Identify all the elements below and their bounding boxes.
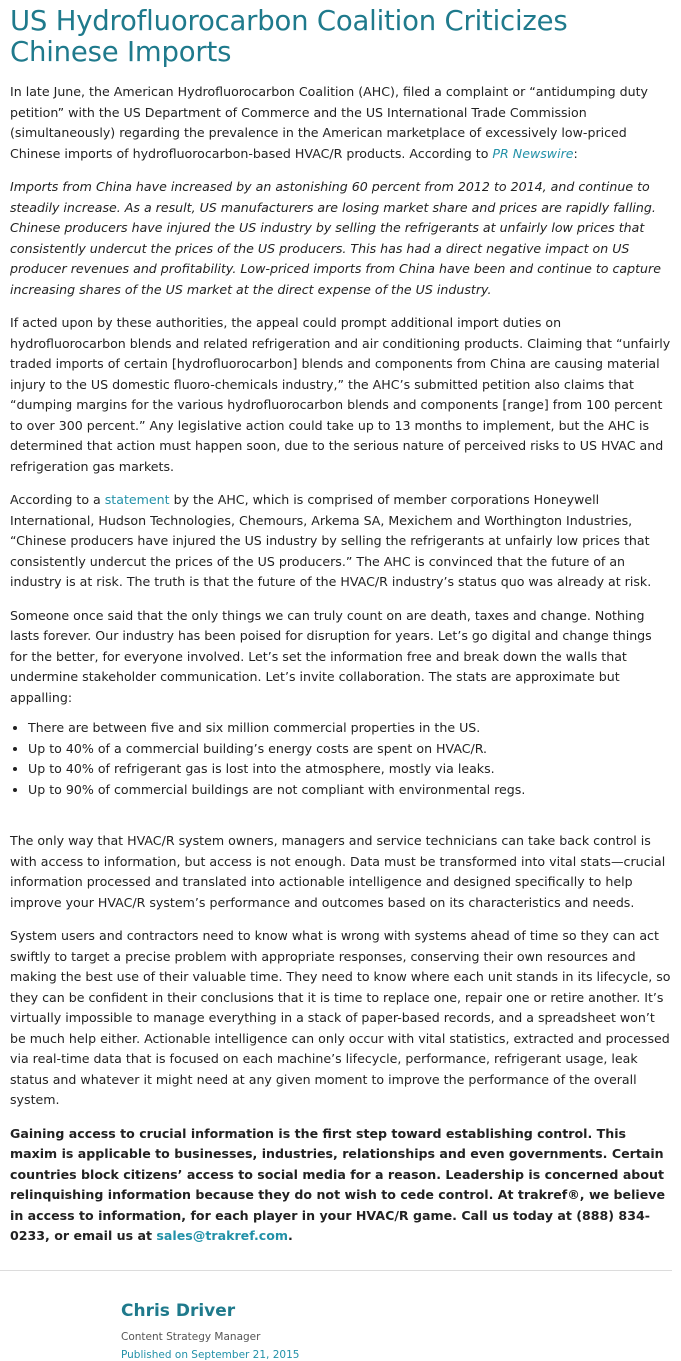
author-block bbox=[0, 1271, 681, 1361]
control-paragraph: The only way that HVAC/R system owners, managers and service technicians can take back control is with access to information, but access is not enough. Data must be transformed into vital stats—crucial information processed and translated into actionable intelligence and designed specifically to help improve your HVAC/R system’s performance and outcomes based on its characteristics and needs. bbox=[10, 833, 666, 910]
disruption-paragraph: Someone once said that the only things we can truly count on are death, taxes and change. Nothing lasts forever. Our industry has been poised for disruption for years. Let’s go digital and change things for the better, for everyone involved. Let’s set the information free and break down the walls that undermine stakeholder communication. Let’s invite collaboration. The stats are approximate but appalling: bbox=[10, 607, 652, 705]
list-item: • There are between five and six million commercial properties in the US. bbox=[28, 718, 671, 739]
cta-period: . bbox=[288, 1228, 293, 1243]
list-item: • Up to 40% of refrigerant gas is lost into the atmosphere, mostly via leaks. bbox=[28, 759, 671, 780]
lifecycle-paragraph: System users and contractors need to know what is wrong with systems ahead of time so they can act swiftly to target a precise problem with appropriate responses, conserving their own resources and making the best use of their valuable time. They need to know where each unit stands in its lifecycle, so they can be confident in their conclusions that it is time to replace one, repair one or retire another. It’s virtually impossible to manage everything in a stack of paper-based records, and a spreadsheet won’t be much help either. Actionable intelligence can only occur with vital statistics, extracted and processed via real-time data that is focused on each machine’s lifecycle, performance, refrigerant usage, leak status and whatever it might need at any given moment to improve the performance of the overall system. bbox=[10, 928, 671, 1107]
intro-colon: : bbox=[573, 145, 578, 161]
cta-text: Gaining access to crucial information is the first step toward establishing control. This maxim is applicable to businesses, industries, relationships and even governments. Certain countries block citizens’ access to social media for a reason. Leadership is concerned about relinquishing information because they do not wish to cede control. At trakref®, we believe in access to information, for each player in your HVAC/R game. Call us today at (888) 834-0233, or email us at bbox=[10, 1125, 666, 1243]
article-title: US Hydrofluorocarbon Coalition Criticizes Chinese Imports bbox=[10, 5, 568, 68]
pr-newswire-link[interactable]: PR Newswire bbox=[492, 145, 574, 161]
list-spacer bbox=[10, 800, 671, 831]
author-role: Content Strategy Manager bbox=[121, 1330, 261, 1343]
stats-list bbox=[10, 718, 671, 800]
petition-paragraph: If acted upon by these authorities, the appeal could prompt additional import duties on hydrofluorocarbon blends and related refrigeration and air conditioning products. Claiming that “unfairly traded imports of certain [hydrofluorocarbon] blends and components from China are causing material injury to the US domestic fluoro-chemicals industry,” the AHC’s submitted petition also claims that “dumping margins for the various hydrofluorocarbon blends and components [range] from 100 percent to over 300 percent.” Any legislative action could take up to 13 months to implement, but the AHC is determined that action must happen soon, due to the serious nature of perceived risks to US HVAC and refrigeration gas markets. bbox=[10, 315, 671, 474]
cta-paragraph bbox=[10, 1124, 671, 1247]
statement-text-before: According to a bbox=[10, 492, 105, 507]
statement-text-after: by the AHC, which is comprised of member corporations Honeywell International, Hudson Technologies, Chemours, Arkema SA, Mexichem and Worthington Industries, “Chinese producers have injured the US industry by selling the refrigerants at unfairly low prices that consistently undercut the prices of the US producers.” The AHC is convinced that the future of an industry is at risk. The truth is that the future of the HVAC/R industry’s status quo was already at risk. bbox=[10, 492, 652, 589]
intro-paragraph bbox=[10, 82, 671, 164]
author-name[interactable]: Chris Driver bbox=[121, 1300, 236, 1321]
list-item: • Up to 40% of a commercial building’s energy costs are spent on HVAC/R. bbox=[28, 739, 671, 760]
quoted-block: Imports from China have increased by an astonishing 60 percent from 2012 to 2014, and continue to steadily increase. As a result, US manufacturers are losing market share and prices are rapidly falling. Chinese producers have injured the US industry by selling the refrigerants at unfairly low prices that consistently undercut the prices of the US producers. This has had a direct negative impact on US producer revenues and profitability. Low-priced imports from China have been and continue to capture increasing shares of the US market at the direct expense of the US industry. bbox=[10, 179, 661, 297]
list-item: • Up to 90% of commercial buildings are not compliant with environmental regs. bbox=[28, 780, 671, 801]
statement-paragraph bbox=[10, 490, 671, 593]
published-date: Published on September 21, 2015 bbox=[121, 1348, 300, 1361]
statement-link[interactable]: statement bbox=[104, 492, 170, 507]
sales-email-link[interactable]: sales@trakref.com bbox=[156, 1228, 289, 1243]
intro-text: In late June, the American Hydrofluorocarbon Coalition (AHC), filed a complaint or “antidumping duty petition” with the US Department of Commerce and the US International Trade Commission (simultaneously) regarding the prevalence in the American marketplace of excessively low-priced Chinese imports of hydrofluorocarbon-based HVAC/R products. According to bbox=[10, 84, 649, 161]
